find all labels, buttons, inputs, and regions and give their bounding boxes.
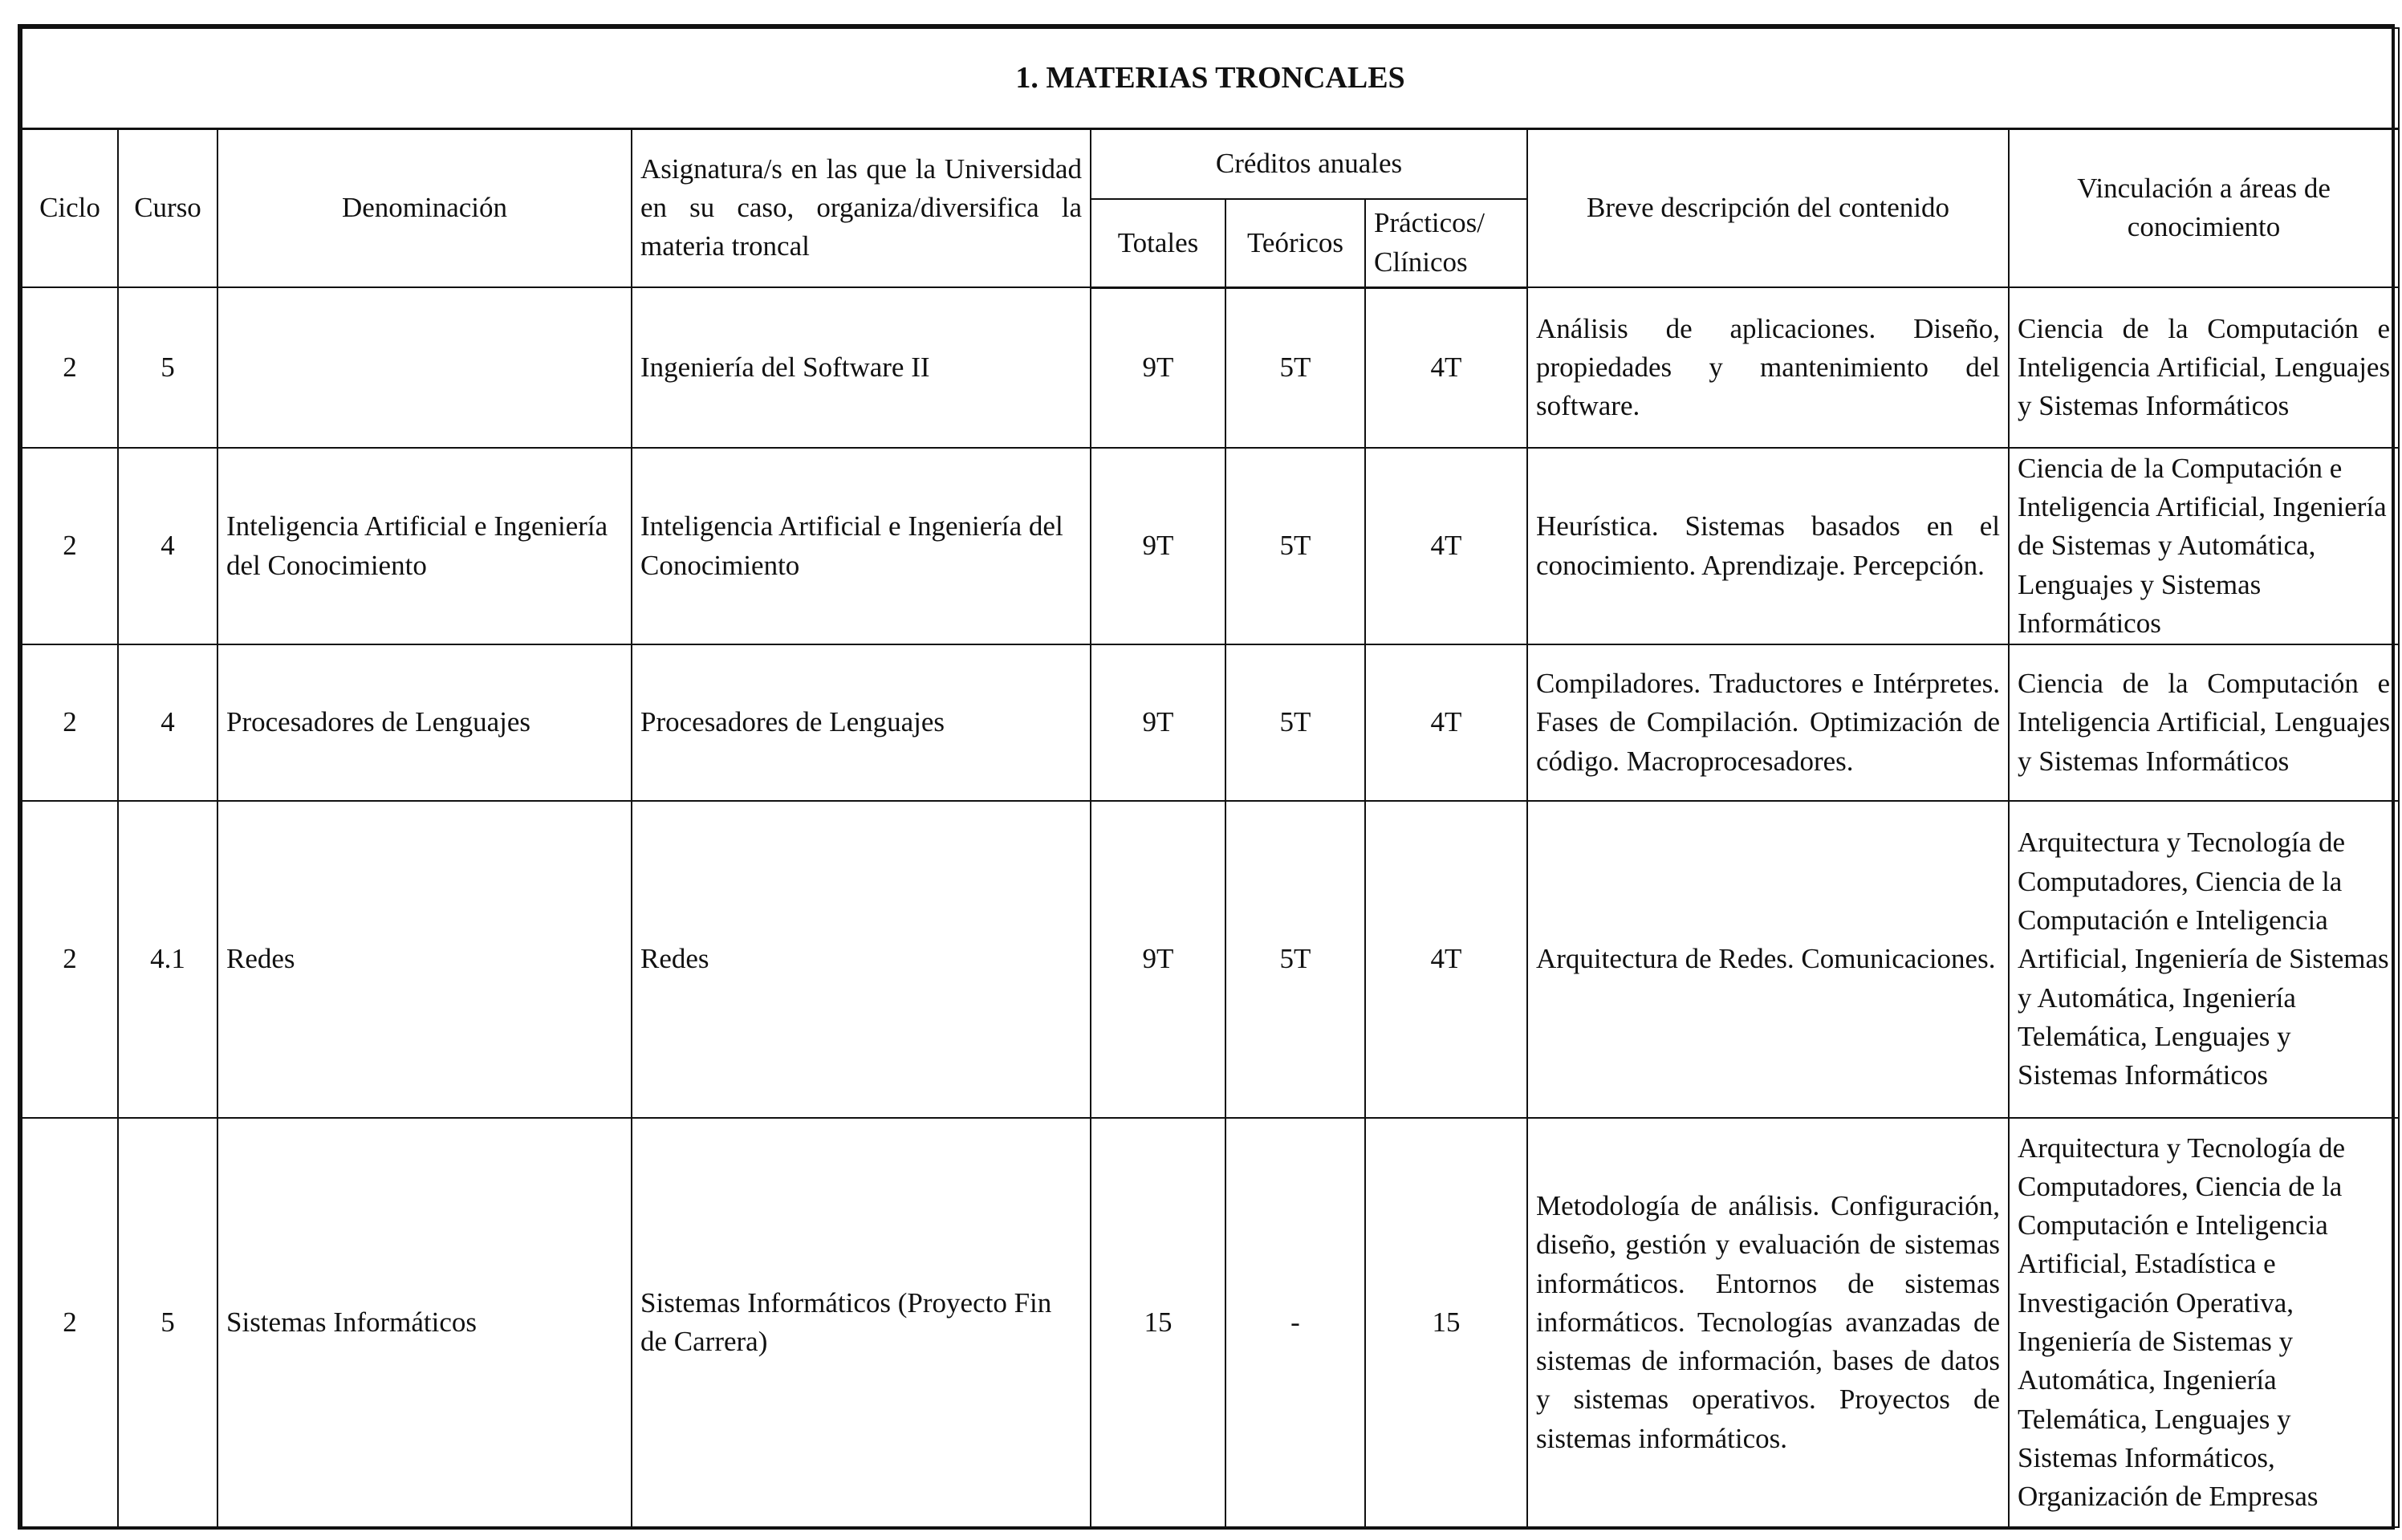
cell-denominacion: Sistemas Informáticos xyxy=(217,1118,632,1527)
cell-practicos: 4T xyxy=(1365,801,1527,1118)
cell-denominacion: Redes xyxy=(217,801,632,1118)
cell-curso: 4 xyxy=(118,644,217,801)
cell-descripcion: Metodología de análisis. Configuración, diseño, gestión y evaluación de sistemas informáticos. Entornos de sistemas informáticos. Tecnologías avanzadas de sistemas de información, bases de datos y sistemas operativos. Proyectos de sistemas informáticos. xyxy=(1527,1118,2009,1527)
cell-practicos: 4T xyxy=(1365,644,1527,801)
cell-practicos: 4T xyxy=(1365,287,1527,448)
cell-denominacion: Procesadores de Lenguajes xyxy=(217,644,632,801)
header-creditos-anuales: Créditos anuales xyxy=(1091,128,1527,199)
cell-practicos: 15 xyxy=(1365,1118,1527,1527)
cell-descripcion: Análisis de aplicaciones. Diseño, propiedades y mantenimiento del software. xyxy=(1527,287,2009,448)
curriculum-grid xyxy=(21,27,2400,1528)
cell-vinculacion: Ciencia de la Computación e Inteligencia Artificial, Lenguajes y Sistemas Informáticos xyxy=(2009,287,2399,448)
cell-asignatura: Redes xyxy=(632,801,1091,1118)
header-practicos: Prácticos/ Clínicos xyxy=(1365,199,1527,287)
cell-curso: 4.1 xyxy=(118,801,217,1118)
cell-practicos: 4T xyxy=(1365,448,1527,644)
cell-asignatura: Ingeniería del Software II xyxy=(632,287,1091,448)
section-title: 1. MATERIAS TRONCALES xyxy=(22,28,2399,128)
table-row xyxy=(22,448,2399,644)
header-denominacion: Denominación xyxy=(217,128,632,287)
cell-asignatura: Sistemas Informáticos (Proyecto Fin de Carrera) xyxy=(632,1118,1091,1527)
cell-curso: 4 xyxy=(118,448,217,644)
cell-teoricos: 5T xyxy=(1225,801,1365,1118)
cell-ciclo: 2 xyxy=(22,801,118,1118)
cell-vinculacion: Ciencia de la Computación e Inteligencia Artificial, Ingeniería de Sistemas y Automática, Lenguajes y Sistemas Informáticos xyxy=(2009,448,2399,644)
cell-teoricos: 5T xyxy=(1225,448,1365,644)
header-asignatura: Asignatura/s en las que la Universidad en su caso, organiza/diversifica la materia troncal xyxy=(632,128,1091,287)
header-teoricos: Teóricos xyxy=(1225,199,1365,287)
cell-descripcion: Heurística. Sistemas basados en el conocimiento. Aprendizaje. Percepción. xyxy=(1527,448,2009,644)
header-ciclo: Ciclo xyxy=(22,128,118,287)
header-curso: Curso xyxy=(118,128,217,287)
cell-curso: 5 xyxy=(118,1118,217,1527)
cell-totales: 15 xyxy=(1091,1118,1225,1527)
cell-ciclo: 2 xyxy=(22,287,118,448)
cell-teoricos: 5T xyxy=(1225,287,1365,448)
cell-asignatura: Procesadores de Lenguajes xyxy=(632,644,1091,801)
cell-denominacion: Inteligencia Artificial e Ingeniería del Conocimiento xyxy=(217,448,632,644)
cell-vinculacion: Ciencia de la Computación e Inteligencia Artificial, Lenguajes y Sistemas Informáticos xyxy=(2009,644,2399,801)
cell-ciclo: 2 xyxy=(22,644,118,801)
header-totales: Totales xyxy=(1091,199,1225,287)
cell-curso: 5 xyxy=(118,287,217,448)
cell-asignatura: Inteligencia Artificial e Ingeniería del Conocimiento xyxy=(632,448,1091,644)
header-descripcion: Breve descripción del contenido xyxy=(1527,128,2009,287)
cell-vinculacion: Arquitectura y Tecnología de Computadores, Ciencia de la Computación e Inteligencia Artificial, Estadística e Investigación Operativa, Ingeniería de Sistemas y Automática, Ingeniería Telemática, Lenguajes y Sistemas Informáticos, Organización de Empresas xyxy=(2009,1118,2399,1527)
cell-totales: 9T xyxy=(1091,644,1225,801)
table-row xyxy=(22,1118,2399,1527)
cell-totales: 9T xyxy=(1091,448,1225,644)
cell-totales: 9T xyxy=(1091,287,1225,448)
cell-descripcion: Arquitectura de Redes. Comunicaciones. xyxy=(1527,801,2009,1118)
cell-denominacion xyxy=(217,287,632,448)
cell-descripcion: Compiladores. Traductores e Intérpretes. Fases de Compilación. Optimización de código. Macroprocesadores. xyxy=(1527,644,2009,801)
cell-totales: 9T xyxy=(1091,801,1225,1118)
cell-teoricos: 5T xyxy=(1225,644,1365,801)
cell-ciclo: 2 xyxy=(22,448,118,644)
table-row xyxy=(22,644,2399,801)
table-row xyxy=(22,287,2399,448)
materias-troncales-table xyxy=(18,24,2395,1530)
cell-vinculacion: Arquitectura y Tecnología de Computadores, Ciencia de la Computación e Inteligencia Artificial, Ingeniería de Sistemas y Automática, Ingeniería Telemática, Lenguajes y Sistemas Informáticos xyxy=(2009,801,2399,1118)
header-vinculacion: Vinculación a áreas de conocimiento xyxy=(2009,128,2399,287)
cell-teoricos: - xyxy=(1225,1118,1365,1527)
table-row xyxy=(22,801,2399,1118)
cell-ciclo: 2 xyxy=(22,1118,118,1527)
